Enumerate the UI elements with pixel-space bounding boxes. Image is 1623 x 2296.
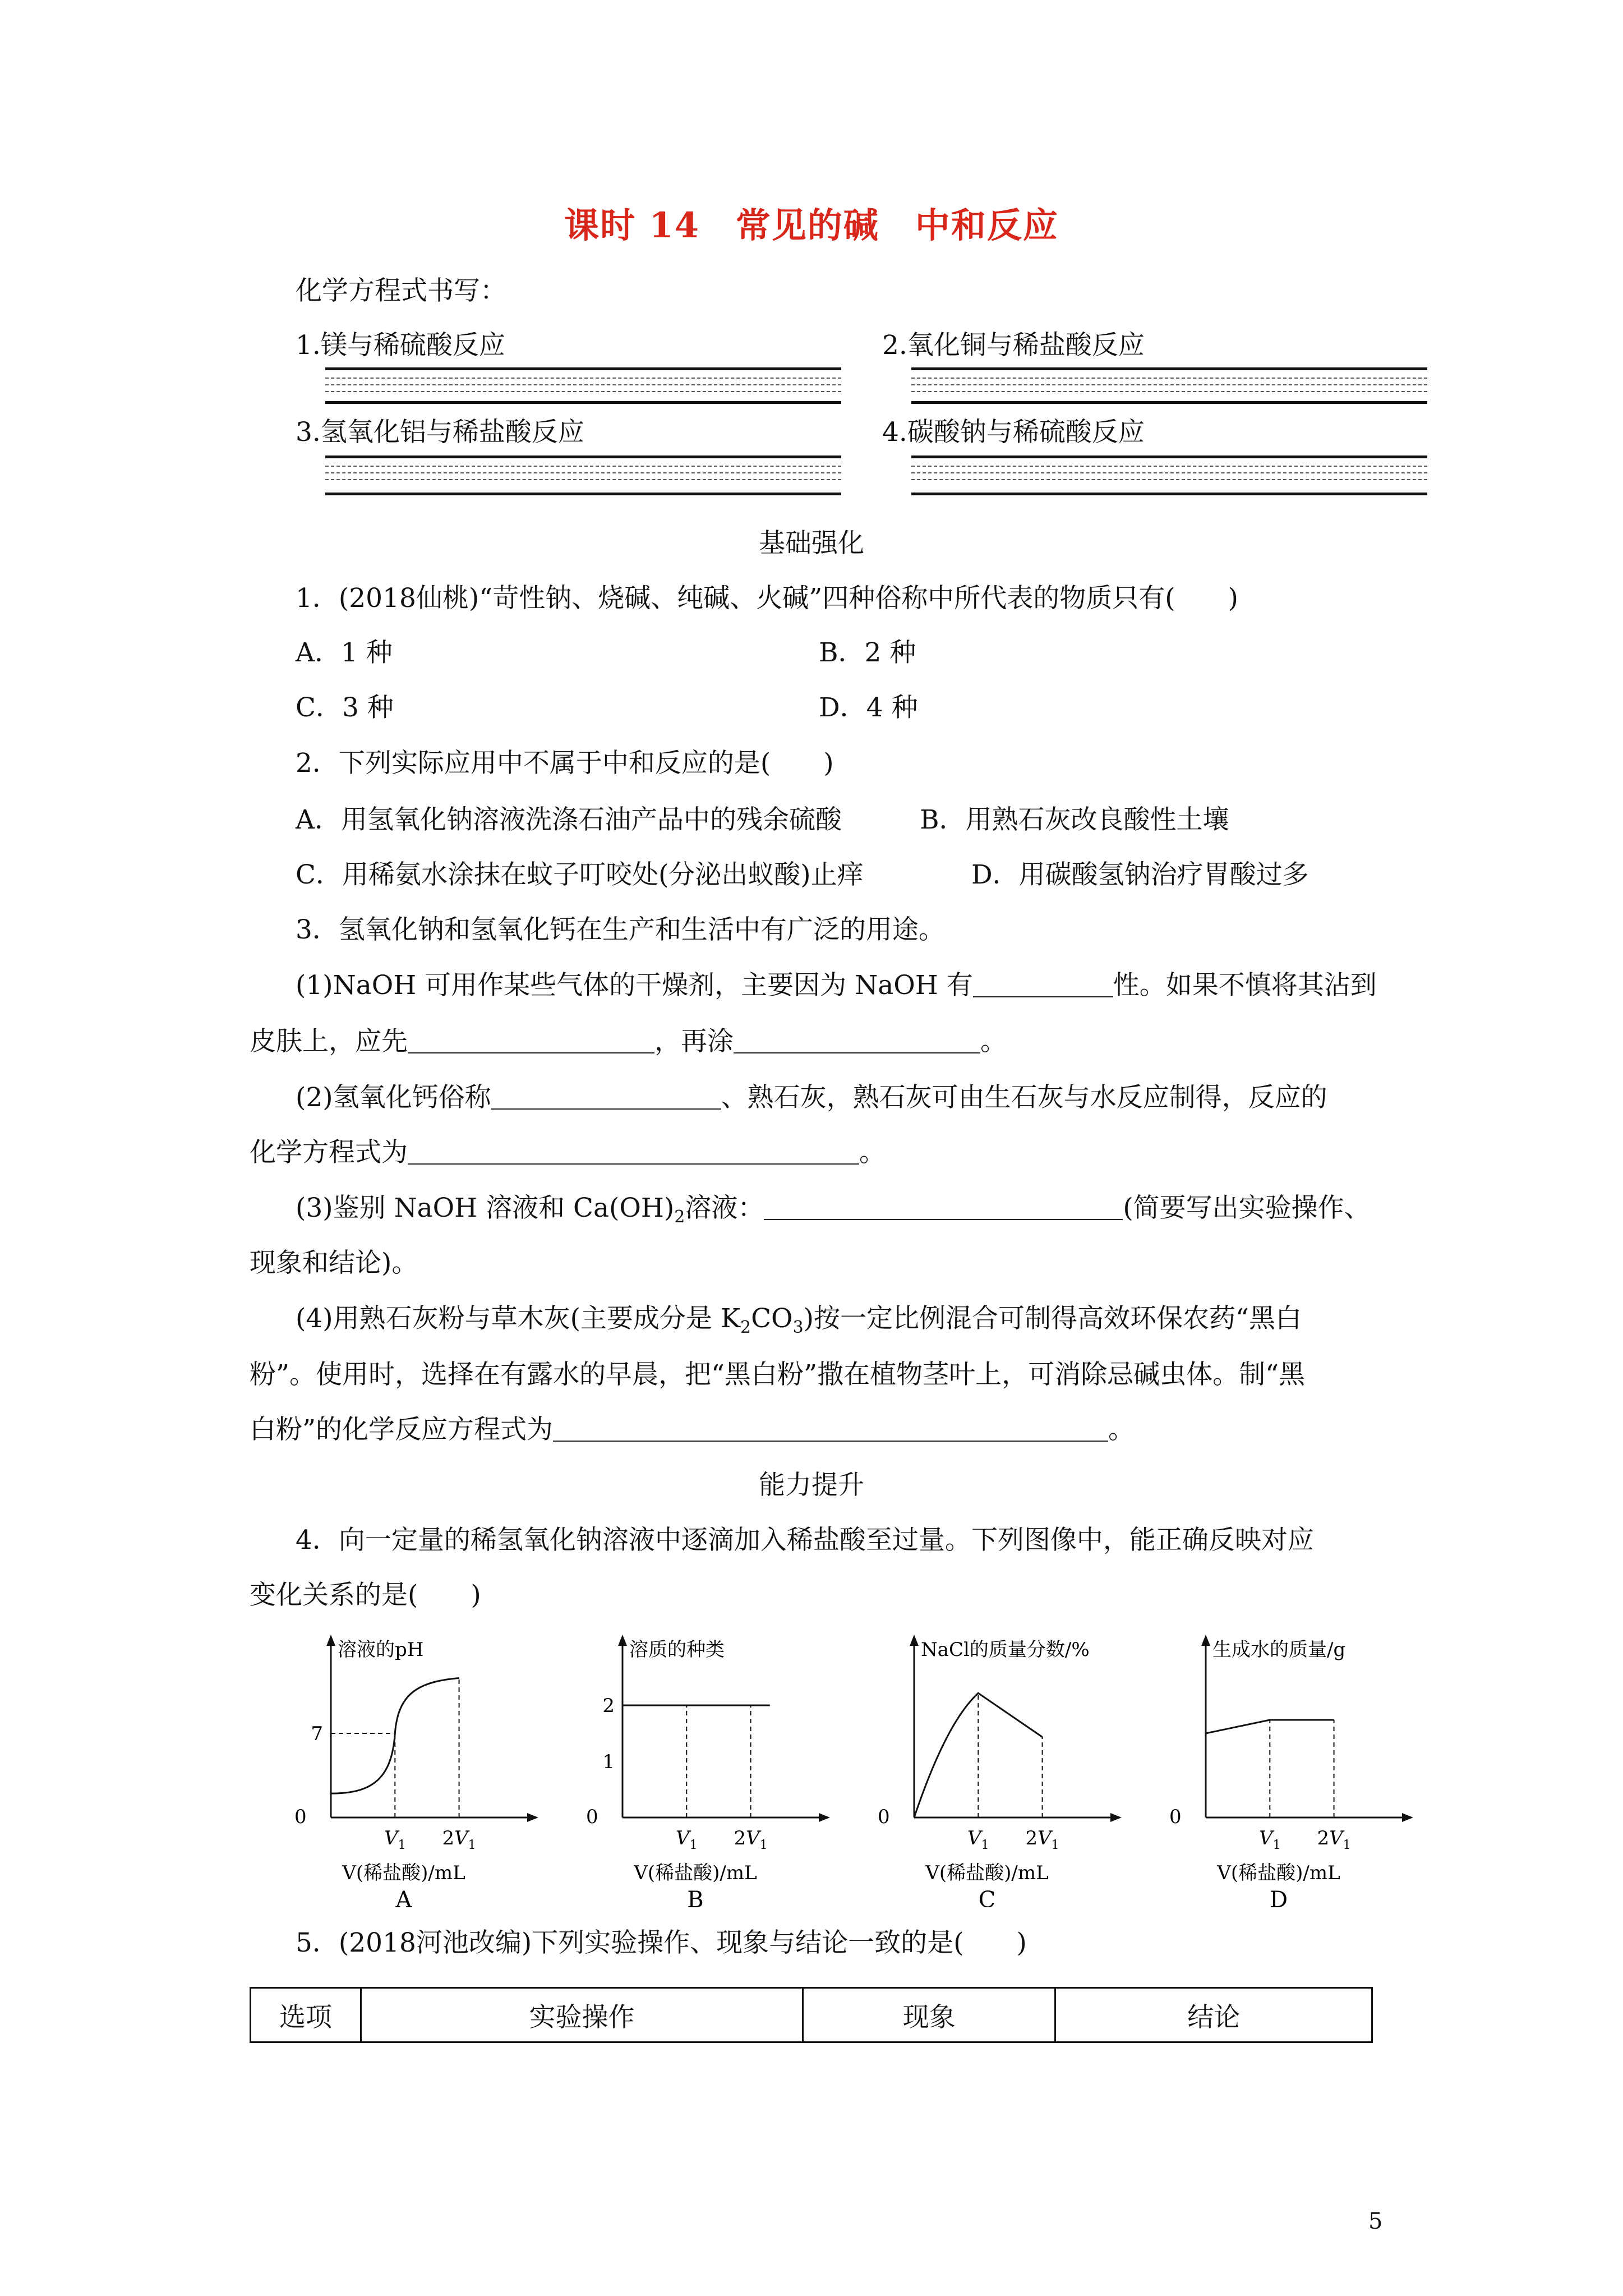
- chart-option-label: B: [687, 1887, 704, 1907]
- x-tick-label: $2V_1$: [442, 1827, 476, 1852]
- chart-a: [292, 1632, 561, 1907]
- y-axis-label: 生成水的质量/g: [1212, 1639, 1346, 1661]
- y-axis-arrow: [326, 1635, 335, 1646]
- equation-item-2: 2.氧化铜与稀盐酸反应: [882, 330, 1145, 361]
- x-axis-arrow: [819, 1813, 830, 1822]
- q3-p4-text-e: 白粉”的化学反应方程式为: [250, 1414, 554, 1445]
- page-title: 课时 14 常见的碱 中和反应: [564, 205, 1059, 246]
- x-tick-label: $V_1$: [384, 1827, 406, 1852]
- q4-stem-line2: 变化关系的是( ): [250, 1580, 481, 1611]
- q1-stem: 1．(2018仙桃)“苛性钠、烧碱、纯碱、火碱”四种俗称中所代表的物质只有( ): [296, 583, 1238, 614]
- q3-p3-text-b: 溶液：: [685, 1193, 764, 1223]
- q3-part4-line1: [296, 1305, 1302, 1336]
- chart-option-label: A: [395, 1887, 412, 1907]
- q3-p1-text-c: 皮肤上，应先: [250, 1026, 408, 1057]
- q3-p2-text-b: 、熟石灰，熟石灰可由生石灰与水反应制得，反应的: [721, 1082, 1327, 1113]
- y-axis-label: NaCl的质量分数/%: [921, 1639, 1090, 1661]
- q3-p4-blank[interactable]: [553, 1418, 1108, 1442]
- y-axis-label: 溶液的pH: [338, 1639, 424, 1661]
- q3-p4-text-c: )按一定比例混合可制得高效环保农药“黑白: [803, 1303, 1302, 1334]
- chart-b-svg: [583, 1632, 852, 1907]
- q2-option-b: B．用熟石灰改良酸性土壤: [920, 804, 1229, 835]
- q3-p4-text-a: (4)用熟石灰粉与草木灰(主要成分是 K: [296, 1303, 740, 1334]
- x-tick-label: $2V_1$: [1317, 1827, 1351, 1852]
- x-axis-arrow: [1402, 1813, 1413, 1822]
- section-heading-basic: 基础强化: [759, 528, 864, 559]
- table-header-operation: 实验操作: [361, 1988, 803, 2042]
- table-header-phenomenon: 现象: [803, 1988, 1055, 2042]
- origin-label: 0: [1169, 1806, 1182, 1828]
- section-heading-advanced: 能力提升: [759, 1470, 864, 1501]
- chart-b: [583, 1632, 852, 1907]
- y-tick-label: 2: [602, 1695, 615, 1717]
- q3-p1-blank-2[interactable]: [408, 1030, 654, 1053]
- q3-part4-line2: 粉”。使用时，选择在有露水的早晨，把“黑白粉”撒在植物茎叶上，可消除忌碱虫体。制“黑: [250, 1359, 1306, 1390]
- q3-p2-blank-1[interactable]: [491, 1086, 721, 1110]
- chart-a-svg: [292, 1632, 561, 1907]
- q3-part3-line2: 现象和结论)。: [250, 1248, 418, 1278]
- x-axis-label: V(稀盐酸)/mL: [1217, 1862, 1340, 1884]
- q4-stem-line1: 4．向一定量的稀氢氧化钠溶液中逐滴加入稀盐酸至过量。下列图像中，能正确反映对应: [296, 1525, 1314, 1556]
- y-tick-label: 1: [602, 1751, 615, 1773]
- chart-c-svg: [875, 1632, 1144, 1907]
- q3-p3-blank[interactable]: [764, 1197, 1123, 1220]
- q3-p2-text-d: 。: [859, 1137, 886, 1168]
- q1-option-c: C．3 种: [296, 692, 394, 723]
- q3-p3-text-a: (3)鉴别 NaOH 溶液和 Ca(OH): [296, 1193, 675, 1223]
- x-axis-label: V(稀盐酸)/mL: [634, 1862, 757, 1884]
- x-tick-label: $2V_1$: [1025, 1827, 1059, 1852]
- y-axis-arrow: [618, 1635, 627, 1646]
- q3-p1-text-a: (1)NaOH 可用作某些气体的干燥剂，主要因为 NaOH 有: [296, 970, 973, 1001]
- q3-p1-text-b: 性。如果不慎将其沾到: [1113, 970, 1377, 1001]
- answer-lines-1[interactable]: [325, 367, 841, 407]
- q3-p1-blank-3[interactable]: [734, 1030, 980, 1053]
- q2-stem: 2．下列实际应用中不属于中和反应的是( ): [296, 748, 834, 779]
- q3-part2-line1: [296, 1084, 1327, 1111]
- q3-part3-line1: [296, 1195, 1371, 1226]
- equation-item-3: 3.氢氧化铝与稀盐酸反应: [296, 417, 584, 448]
- q1-option-b: B．2 种: [819, 637, 916, 668]
- x-axis-arrow: [527, 1813, 538, 1822]
- q3-part4-line3: [250, 1416, 1135, 1443]
- q3-p4-subscript-1: 2: [740, 1318, 751, 1337]
- x-axis-label: V(稀盐酸)/mL: [342, 1862, 465, 1884]
- q3-p1-text-e: 。: [980, 1026, 1007, 1057]
- page-number: 5: [1368, 2208, 1383, 2234]
- origin-label: 0: [586, 1806, 598, 1828]
- q3-part1-line2: [250, 1028, 1007, 1055]
- q2-option-c: C．用稀氨水涂抹在蚊子叮咬处(分泌出蚁酸)止痒: [296, 859, 864, 890]
- x-axis-arrow: [1110, 1813, 1122, 1822]
- chart-option-label: D: [1269, 1887, 1288, 1907]
- q2-option-a: A．用氢氧化钠溶液洗涤石油产品中的残余硫酸: [296, 804, 842, 835]
- q3-stem: 3．氢氧化钠和氢氧化钙在生产和生活中有广泛的用途。: [296, 914, 945, 945]
- x-tick-label: $V_1$: [1259, 1827, 1281, 1852]
- q5-stem: 5．(2018河池改编)下列实验操作、现象与结论一致的是( ): [296, 1927, 1027, 1958]
- q3-part1-line1: [296, 972, 1377, 999]
- q2-option-d: D．用碳酸氢钠治疗胃酸过多: [971, 859, 1309, 890]
- q1-option-a: A．1 种: [296, 637, 393, 668]
- y-axis-label: 溶质的种类: [629, 1639, 725, 1661]
- equation-item-4: 4.碳酸钠与稀硫酸反应: [882, 417, 1145, 448]
- origin-label: 0: [294, 1806, 307, 1828]
- q3-p4-subscript-2: 3: [792, 1318, 804, 1337]
- q3-p3-text-c: (简要写出实验操作、: [1123, 1193, 1371, 1223]
- y-axis-arrow: [1201, 1635, 1210, 1646]
- table-header-conclusion: 结论: [1055, 1988, 1372, 2042]
- chart-d-svg: [1166, 1632, 1436, 1907]
- q3-p3-subscript: 2: [674, 1207, 685, 1227]
- y-axis-arrow: [910, 1635, 919, 1646]
- table-header-option: 选项: [251, 1988, 361, 2042]
- q3-p2-blank-2[interactable]: [408, 1141, 859, 1165]
- x-axis-label: V(稀盐酸)/mL: [925, 1862, 1049, 1884]
- q3-p4-text-b: CO: [751, 1303, 793, 1334]
- y-tick-label: 7: [311, 1723, 323, 1745]
- chart-d: [1166, 1632, 1436, 1907]
- x-tick-label: $2V_1$: [734, 1827, 768, 1852]
- q3-part2-line2: [250, 1139, 886, 1166]
- chart-c: [875, 1632, 1144, 1907]
- x-tick-label: $V_1$: [676, 1827, 698, 1852]
- answer-lines-4[interactable]: [911, 455, 1427, 495]
- chart-option-label: C: [978, 1887, 996, 1907]
- answer-lines-2[interactable]: [911, 367, 1427, 407]
- q5-options-table: [250, 1987, 1373, 2043]
- table-header-row: [251, 1988, 1372, 2042]
- answer-lines-3[interactable]: [325, 455, 841, 495]
- q1-option-d: D．4 种: [819, 692, 918, 723]
- q3-p2-text-c: 化学方程式为: [250, 1137, 408, 1168]
- q3-p1-blank-1[interactable]: [973, 974, 1113, 997]
- equation-item-1: 1.镁与稀硫酸反应: [296, 330, 505, 361]
- origin-label: 0: [878, 1806, 890, 1828]
- equations-heading: 化学方程式书写：: [296, 275, 506, 306]
- q3-p4-text-f: 。: [1108, 1414, 1135, 1445]
- q3-p1-text-d: ，再涂: [654, 1026, 734, 1057]
- q3-p2-text-a: (2)氢氧化钙俗称: [296, 1082, 491, 1113]
- x-tick-label: $V_1$: [967, 1827, 989, 1852]
